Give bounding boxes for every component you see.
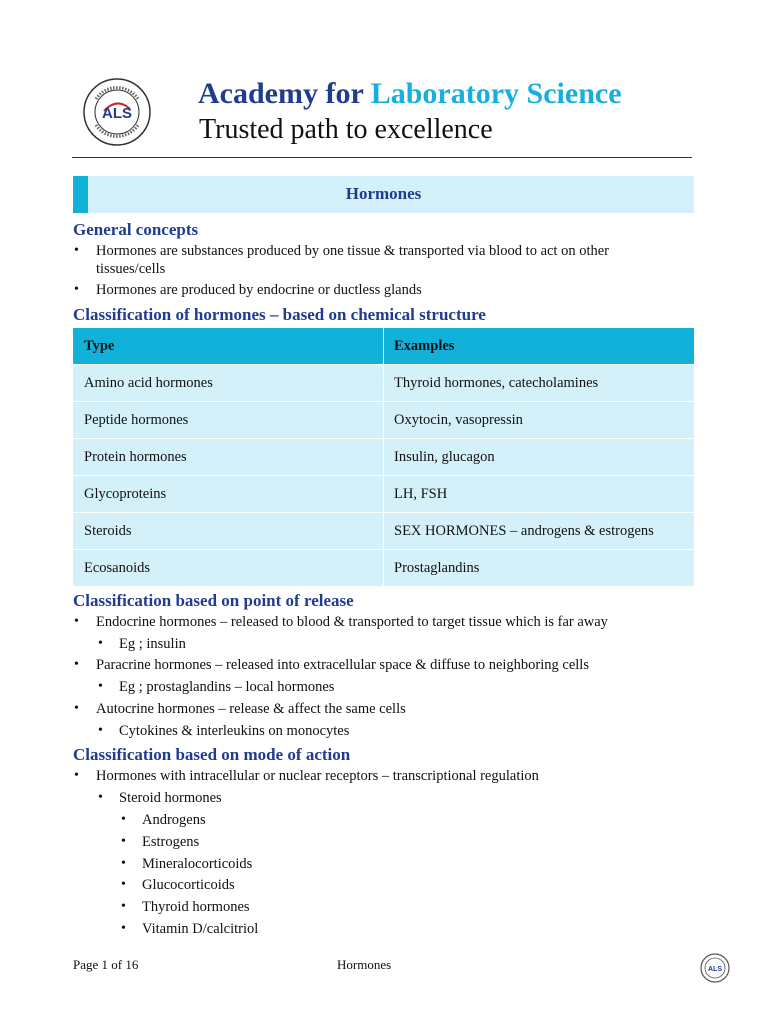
column-divider <box>383 550 384 586</box>
table-cell-type: Peptide hormones <box>84 412 189 428</box>
column-header-type: Type <box>84 338 115 354</box>
table-cell-examples: LH, FSH <box>394 486 448 502</box>
table-row <box>73 513 694 550</box>
action-subitem: Steroid hormones <box>119 790 222 806</box>
table-row <box>73 476 694 513</box>
als-logo <box>82 77 152 147</box>
bullet-dot: • <box>121 834 126 849</box>
bullet-dot: • <box>98 723 103 738</box>
table-cell-type: Ecosanoids <box>84 560 151 576</box>
bullet-dot: • <box>74 657 79 672</box>
section-banner <box>73 176 694 213</box>
table-row <box>73 402 694 439</box>
table-cell-type: Amino acid hormones <box>84 375 213 391</box>
bullet-dot: • <box>121 856 126 871</box>
general-bullet-2: Hormones are produced by endocrine or ductless glands <box>96 282 422 298</box>
table-cell-examples: Thyroid hormones, catecholamines <box>394 375 599 391</box>
table-row <box>73 365 694 402</box>
banner-title: Hormones <box>345 184 422 203</box>
page-number: Page 1 of 16 <box>73 957 139 972</box>
bullet-dot: • <box>121 899 126 914</box>
bullet-dot: • <box>121 812 126 827</box>
column-divider <box>383 328 384 364</box>
table-cell-type: Glycoproteins <box>84 486 167 502</box>
header-divider <box>72 157 692 158</box>
bullet-dot: • <box>74 701 79 716</box>
column-divider <box>383 439 384 475</box>
table-row <box>73 550 694 587</box>
table-cell-examples: SEX HORMONES – androgens & estrogens <box>394 523 654 539</box>
bullet-dot: • <box>74 282 79 297</box>
bullet-dot: • <box>74 614 79 629</box>
svg-text:ALS: ALS <box>708 966 722 973</box>
column-divider <box>383 365 384 401</box>
table-cell-examples: Prostaglandins <box>394 560 480 576</box>
general-concepts-heading: General concepts <box>73 220 199 239</box>
action-subsubitem: Estrogens <box>142 834 200 850</box>
footer-title: Hormones <box>337 957 392 972</box>
release-subitem: Cytokines & interleukins on monocytes <box>119 723 350 739</box>
tagline: Trusted path to excellence <box>199 114 493 145</box>
point-of-release-heading: Classification based on point of release <box>73 591 354 610</box>
release-item: Endocrine hormones – released to blood & transported to target tissue which is far away <box>96 614 608 630</box>
action-subsubitem: Mineralocorticoids <box>142 856 253 872</box>
general-bullet-1-cont: tissues/cells <box>96 261 166 277</box>
release-subitem: Eg ; prostaglandins – local hormones <box>119 679 335 695</box>
action-subsubitem: Thyroid hormones <box>142 899 250 915</box>
table-header-row <box>73 328 694 365</box>
brand-title <box>198 77 622 111</box>
release-item: Autocrine hormones – release & affect the same cells <box>96 701 406 717</box>
release-item: Paracrine hormones – released into extracellular space & diffuse to neighboring cells <box>96 657 589 673</box>
action-subsubitem: Vitamin D/calcitriol <box>142 921 259 937</box>
column-divider <box>383 402 384 438</box>
mode-of-action-heading: Classification based on mode of action <box>73 745 351 764</box>
bullet-dot: • <box>74 243 79 258</box>
action-item: Hormones with intracellular or nuclear receptors – transcriptional regulation <box>96 768 539 784</box>
column-header-examples: Examples <box>394 338 455 354</box>
table-row <box>73 439 694 476</box>
svg-text:ALS: ALS <box>102 105 132 122</box>
column-divider <box>383 513 384 549</box>
column-divider <box>383 476 384 512</box>
classification-table <box>73 328 694 587</box>
bullet-dot: • <box>98 636 103 651</box>
action-subsubitem: Glucocorticoids <box>142 877 235 893</box>
table-cell-examples: Oxytocin, vasopressin <box>394 412 523 428</box>
general-bullet-1: Hormones are substances produced by one tissue & transported via blood to act on other <box>96 243 610 259</box>
footer-als-logo <box>700 953 730 983</box>
chemical-structure-heading: Classification of hormones – based on chemical structure <box>73 305 486 324</box>
bullet-dot: • <box>98 790 103 805</box>
bullet-dot: • <box>121 877 126 892</box>
action-subsubitem: Androgens <box>142 812 206 828</box>
bullet-dot: • <box>121 921 126 936</box>
table-cell-type: Protein hormones <box>84 449 187 465</box>
bullet-dot: • <box>98 679 103 694</box>
bullet-dot: • <box>74 768 79 783</box>
brand-title-part1: Academy for <box>198 77 364 110</box>
table-cell-type: Steroids <box>84 523 132 539</box>
page-header <box>0 0 768 160</box>
table-cell-examples: Insulin, glucagon <box>394 449 495 465</box>
release-subitem: Eg ; insulin <box>119 636 186 652</box>
brand-title-part2: Laboratory Science <box>370 77 622 110</box>
